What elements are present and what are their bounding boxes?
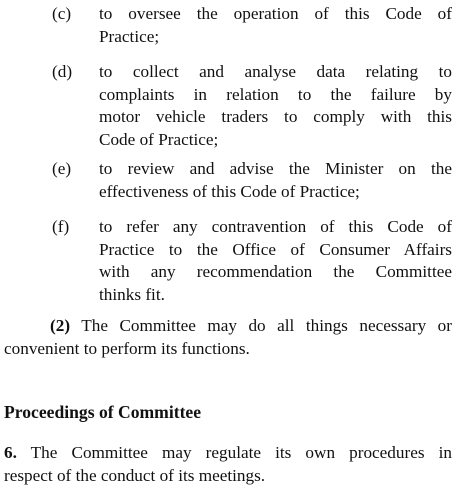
- text-line: Code of Practice;: [99, 129, 219, 149]
- text-line: to collect and analyse data relating to: [99, 62, 452, 81]
- clause-number: 6.: [4, 443, 17, 462]
- subclause-text-line1: The Committee may do all things necessary or: [70, 316, 452, 335]
- text-line: effectiveness of this Code of Practice;: [99, 181, 360, 201]
- section-heading: Proceedings of Committee: [4, 402, 202, 422]
- subclause-2: [4, 315, 452, 360]
- text-line: Practice to the Office of Consumer Affairs: [99, 239, 452, 259]
- clause-text-line1: The Committee may regulate its own procedures in: [16, 443, 452, 462]
- paragraph-text: [99, 216, 452, 306]
- paragraph-text: [99, 61, 452, 151]
- paragraph-text: [99, 3, 452, 48]
- text-line: motor vehicle traders to comply with this: [99, 107, 452, 126]
- paragraph-label: (e): [52, 159, 72, 178]
- clause-text-line2: respect of the conduct of its meetings.: [4, 465, 266, 485]
- text-line: to refer any contravention of this Code of: [99, 217, 452, 236]
- text-line: thinks fit.: [99, 284, 165, 304]
- text-line: to review and advise the Minister on the: [99, 159, 452, 178]
- paragraph-label: (d): [52, 62, 73, 81]
- text-line: to oversee the operation of this Code of: [99, 4, 452, 23]
- text-line: [4, 442, 452, 465]
- text-line: [4, 315, 452, 338]
- text-line: with any recommendation the Committee: [99, 262, 452, 281]
- text-line: complaints in relation to the failure by: [99, 84, 452, 104]
- clause-6: [4, 442, 452, 487]
- subclause-number: (2): [50, 316, 71, 335]
- paragraph-text: [99, 158, 452, 203]
- paragraph-label: (f): [52, 217, 70, 236]
- paragraph-label: (c): [52, 4, 72, 23]
- text-line: Practice;: [99, 26, 160, 46]
- subclause-text-line2: convenient to perform its functions.: [4, 338, 250, 358]
